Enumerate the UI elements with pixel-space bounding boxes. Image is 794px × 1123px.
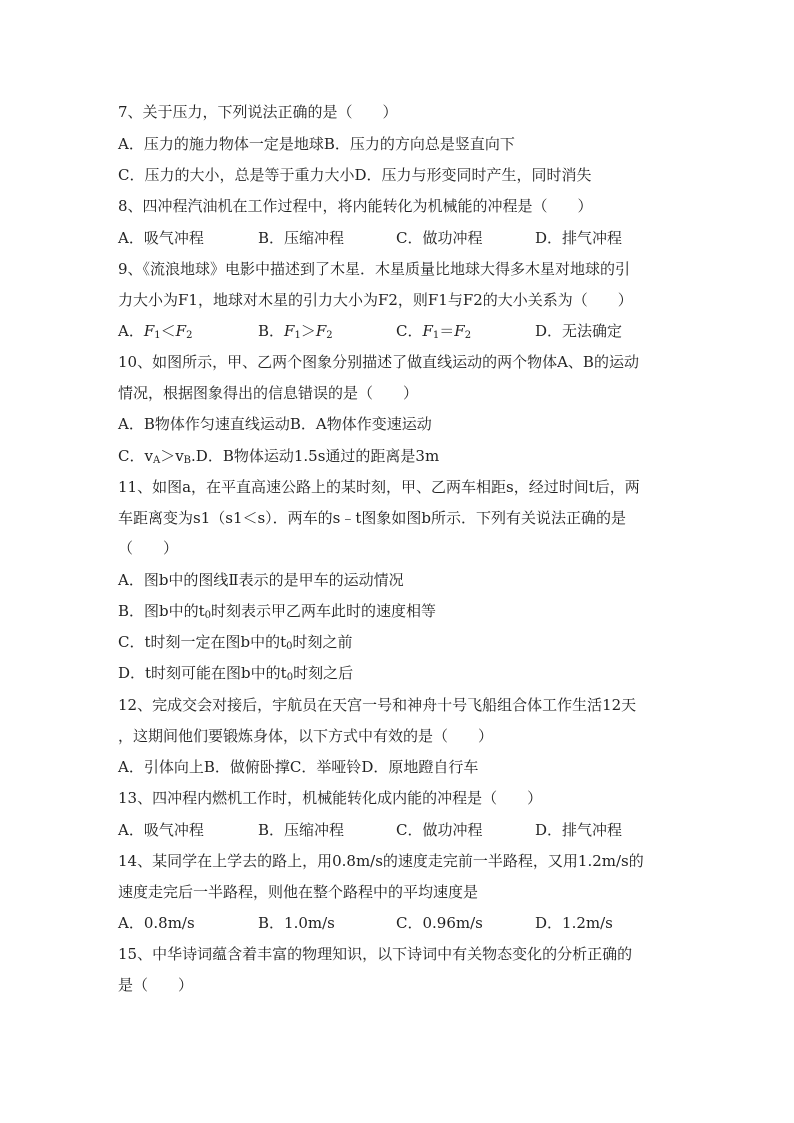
question-15-stem-line-2: 是（ ） — [118, 976, 194, 994]
question-10-stem-line-1: 10、如图所示，甲、乙两个图象分别描述了做直线运动的两个物体A、B的运动 — [118, 353, 639, 371]
question-8-option-b: B．压缩冲程 — [258, 229, 345, 247]
question-7-options-ab: A．压力的施力物体一定是地球B．压力的方向总是竖直向下 — [118, 135, 515, 153]
question-7-stem: 7、关于压力，下列说法正确的是（ ） — [118, 103, 398, 121]
question-14-option-a: A．0.8m/s — [118, 914, 195, 932]
question-10-stem-line-2: 情况，根据图象得出的信息错误的是（ ） — [118, 384, 419, 402]
question-7-options-cd: C．压力的大小，总是等于重力大小D．压力与形变同时产生，同时消失 — [118, 166, 592, 184]
question-11-stem-line-2: 车距离变为s1（s1＜s）．两车的s﹣t图象如图b所示．下列有关说法正确的是 — [118, 509, 627, 527]
question-14-option-d: D．1.2m/s — [535, 914, 613, 932]
question-14-stem-line-1: 14、某同学在上学去的路上，用0.8m/s的速度走完前一半路程，又用1.2m/s的 — [118, 852, 644, 870]
question-14-option-b: B．1.0m/s — [258, 914, 335, 932]
question-12-stem-line-2: ，这期间他们要锻炼身体，以下方式中有效的是（ ） — [118, 727, 494, 745]
question-9-stem-line-1: 9、《流浪地球》电影中描述到了木星．木星质量比地球大得多木星对地球的引 — [118, 260, 631, 278]
question-10-options-cd: C．$v_A>v_B.D$．B物体运动1.5s通过的距离是3m — [118, 447, 440, 466]
question-13-option-c: C．做功冲程 — [396, 821, 483, 839]
question-8-option-d: D．排气冲程 — [535, 229, 623, 247]
question-11-option-b: B．图b中的$t_0$时刻表示甲乙两车此时的速度相等 — [118, 602, 437, 621]
question-8-stem: 8、四冲程汽油机在工作过程中，将内能转化为机械能的冲程是（ ） — [118, 197, 593, 215]
question-11-option-d: D．t时刻可能在图b中的$t_0$时刻之后 — [118, 664, 354, 683]
question-11-option-a: A．图b中的图线Ⅱ表示的是甲车的运动情况 — [118, 571, 404, 589]
question-9-option-c: C．$F_1=F_2$ — [396, 322, 472, 341]
question-9-stem-line-2: 力大小为F1，地球对木星的引力大小为F2，则F1与F2的大小关系为（ ） — [118, 291, 633, 309]
question-12-options: A．引体向上B．做俯卧撑C．举哑铃D．原地蹬自行车 — [118, 758, 479, 776]
question-14-stem-line-2: 速度走完后一半路程，则他在整个路程中的平均速度是 — [118, 883, 479, 901]
question-13-option-a: A．吸气冲程 — [118, 821, 204, 839]
question-8-option-a: A．吸气冲程 — [118, 229, 204, 247]
question-14-option-c: C．0.96m/s — [396, 914, 483, 932]
question-15-stem-line-1: 15、中华诗词蕴含着丰富的物理知识，以下诗词中有关物态变化的分析正确的 — [118, 945, 633, 963]
question-11-option-c: C．t时刻一定在图b中的$t_0$时刻之前 — [118, 633, 353, 652]
question-9-option-b: B．$F_1>F_2$ — [258, 322, 333, 341]
question-13-option-d: D．排气冲程 — [535, 821, 623, 839]
question-11-stem-line-3: （ ） — [118, 539, 179, 557]
question-11-stem-line-1: 11、如图a，在平直高速公路上的某时刻，甲、乙两车相距s，经过时间t后，两 — [118, 478, 640, 496]
question-12-stem-line-1: 12、完成交会对接后，宇航员在天宫一号和神舟十号飞船组合体工作生活12天 — [118, 696, 637, 714]
question-8-option-c: C．做功冲程 — [396, 229, 483, 247]
question-9-option-d: D．无法确定 — [535, 322, 623, 340]
question-13-stem: 13、四冲程内燃机工作时，机械能转化成内能的冲程是（ ） — [118, 789, 543, 807]
question-13-option-b: B．压缩冲程 — [258, 821, 345, 839]
question-9-option-a: A．$F_1<F_2$ — [118, 322, 193, 341]
question-10-options-ab: A．B物体作匀速直线运动B．A物体作变速运动 — [118, 415, 432, 433]
